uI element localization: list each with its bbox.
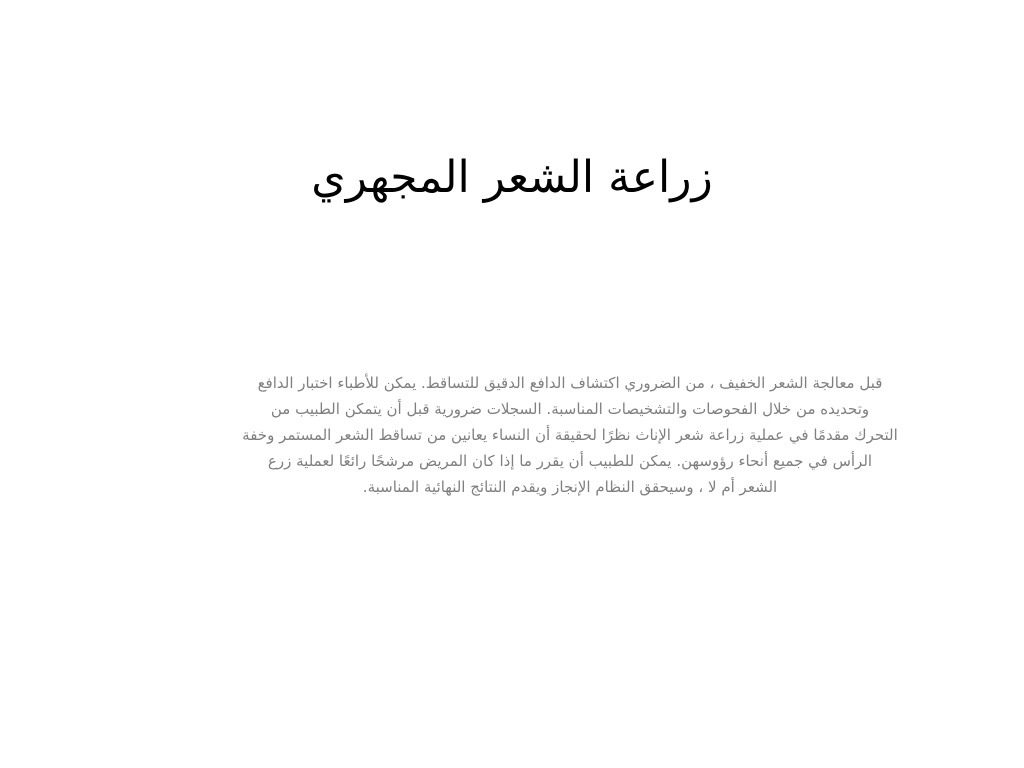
- body-line-4: الرأس في جميع أنحاء رؤوسهن. يمكن للطبيب أن يقرر ما إذا كان المريض مرشحًا رائعًا لعملية زرع: [267, 452, 873, 470]
- body-line-5: الشعر أم لا ، وسيحقق النظام الإنجاز ويقدم النتائج النهائية المناسبة.: [362, 478, 778, 496]
- slide-body: [170, 370, 970, 510]
- body-line-3: التحرك مقدمًا في عملية زراعة شعر الإناث نظرًا لحقيقة أن النساء يعانين من تساقط الشعر المستمر وخفة: [242, 426, 898, 444]
- body-line-2: وتحديده من خلال الفحوصات والتشخيصات المناسبة. السجلات ضرورية قبل أن يتمكن الطبيب من: [270, 400, 870, 418]
- body-line-1: قبل معالجة الشعر الخفيف ، من الضروري اكتشاف الدافع الدقيق للتساقط. يمكن للأطباء اختبار الدافع: [257, 374, 883, 392]
- slide-title: زراعة الشعر المجهري: [311, 152, 713, 203]
